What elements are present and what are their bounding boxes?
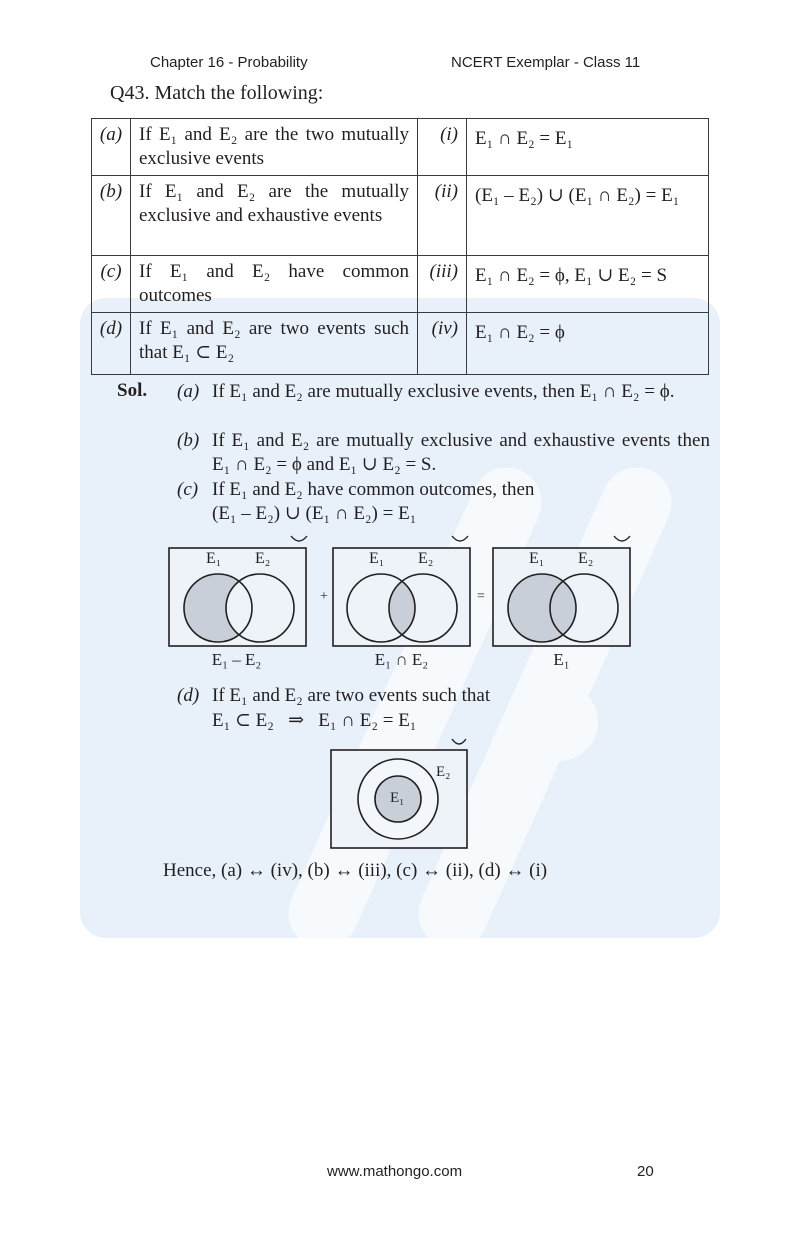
right-result: E₁ ∩ E₂ = ϕ: [467, 313, 709, 375]
circle-label-e2: E₂: [578, 550, 594, 567]
circle-label-e2: E₂: [255, 550, 271, 567]
table-row: [92, 176, 709, 256]
circle-label-e1: E₁: [206, 550, 222, 567]
equals-operator: =: [477, 589, 485, 604]
venn-caption: E₁: [553, 650, 570, 669]
left-statement: If E₁ and E₂ are the two mutually exclusive events: [131, 119, 418, 176]
part-label: (a): [177, 381, 200, 402]
table-row: [92, 313, 709, 375]
right-label: (i): [418, 119, 467, 176]
table-row: [92, 256, 709, 313]
circle-label-e2: E₂: [418, 550, 434, 567]
solution-label: Sol.: [117, 380, 148, 401]
part-label: (b): [177, 430, 200, 451]
circle-label-e1: E₁: [529, 550, 545, 567]
right-result: E₁ ∩ E₂ = E₁: [467, 119, 709, 176]
conclusion-text: Hence, (a) ↔ (iv), (b) ↔ (iii), (c) ↔ (ii), (d) ↔ (i): [163, 860, 548, 881]
part-formula: (E₁ – E₂) ∪ (E₁ ∩ E₂) = E₁: [212, 503, 417, 524]
question-title: [110, 82, 323, 105]
footer-website: www.mathongo.com: [327, 1163, 463, 1180]
part-text: If E₁ and E₂ are two events such that: [212, 685, 491, 706]
left-label: (c): [92, 256, 131, 313]
left-label: (d): [92, 313, 131, 375]
left-statement: If E₁ and E₂ have common outcomes: [131, 256, 418, 313]
book-header: NCERT Exemplar - Class 11: [451, 54, 641, 71]
universe-icon: [291, 536, 307, 541]
part-text: If E₁ and E₂ have common outcomes, then: [212, 479, 535, 500]
plus-operator: +: [320, 589, 328, 604]
question-prompt: Match the following:: [154, 82, 324, 104]
question-number: Q43.: [110, 82, 150, 104]
right-label: (ii): [418, 176, 467, 256]
page-number: 20: [637, 1163, 654, 1180]
venn-caption: E₁ ∩ E₂: [374, 650, 429, 669]
universe-icon: [614, 536, 630, 541]
part-text: If E₁ and E₂ are mutually exclusive events, then E₁ ∩ E₂ = ϕ.: [212, 381, 675, 402]
left-statement: If E₁ and E₂ are two events such that E₁ ⊂ E₂: [131, 313, 418, 375]
match-table: [91, 118, 709, 375]
part-label: (d): [177, 685, 200, 706]
universe-icon: [452, 739, 466, 744]
venn-intersection: [333, 536, 470, 646]
venn-e1: [493, 536, 630, 646]
left-label: (b): [92, 176, 131, 256]
part-text: If E₁ and E₂ are mutually exclusive and exhaustive events then E₁ ∩ E₂ = ϕ and E₁ ∪ E₂ = S.: [212, 430, 710, 475]
universe-icon: [452, 536, 468, 541]
right-result: E₁ ∩ E₂ = ϕ, E₁ ∪ E₂ = S: [467, 256, 709, 313]
right-label: (iv): [418, 313, 467, 375]
part-label: (c): [177, 479, 199, 500]
outer-label: E₂: [436, 764, 451, 780]
venn-e1-minus-e2: [169, 536, 307, 646]
right-result: (E₁ – E₂) ∪ (E₁ ∩ E₂) = E₁: [467, 176, 709, 256]
part-formula: E₁ ⊂ E₂ ⇒ E₁ ∩ E₂ = E₁: [212, 710, 417, 731]
chapter-header: Chapter 16 - Probability: [150, 54, 308, 71]
right-label: (iii): [418, 256, 467, 313]
table-row: [92, 119, 709, 176]
left-label: (a): [92, 119, 131, 176]
inner-label: E₁: [390, 790, 405, 806]
circle-label-e1: E₁: [369, 550, 385, 567]
venn-caption: E₁ – E₂: [211, 650, 262, 669]
left-statement: If E₁ and E₂ are the mutually exclusive and exhaustive events: [131, 176, 418, 256]
